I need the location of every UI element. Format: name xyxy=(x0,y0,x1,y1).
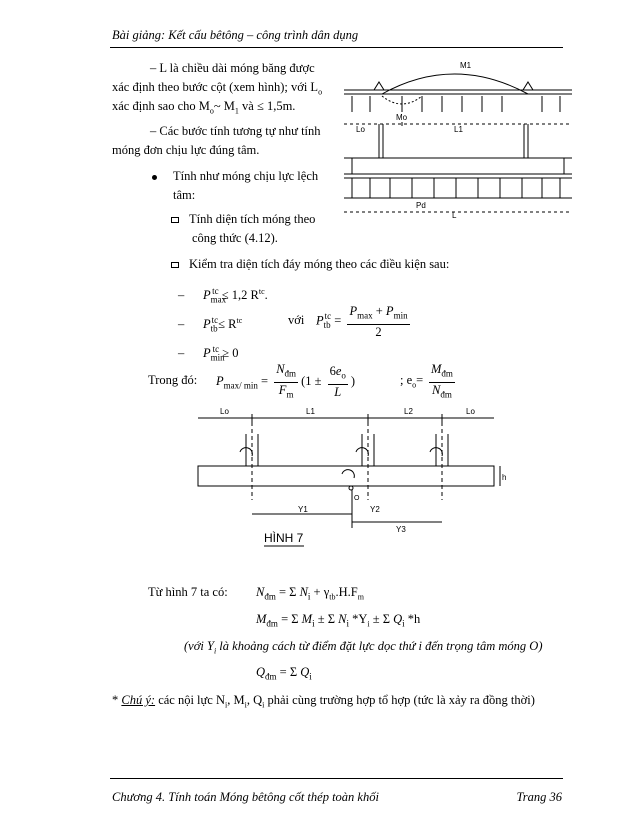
label-lo-left: Lo xyxy=(220,407,229,416)
label-mo: Mo xyxy=(396,113,408,122)
header-rule xyxy=(110,47,563,48)
sub1-line1: Tính diện tích móng theo xyxy=(171,211,315,228)
fromfig-label: Từ hình 7 ta có: xyxy=(148,585,228,599)
condition-3: – $P_{min}^{tc} \ge 0$ xyxy=(178,344,239,363)
footer-chapter: Chương 4. Tính toán Móng bêtông cốt thép toàn khối xyxy=(112,790,379,804)
strip-foundation-figure xyxy=(342,56,574,220)
figure-caption: HÌNH 7 xyxy=(264,531,304,545)
bullet1-line1: Tính như móng chịu lực lệch xyxy=(152,168,318,185)
page-number: Trang 36 xyxy=(516,790,562,804)
condition-2-formula: $P_{tb}^{tc}$ = $\frac{P_{max} + P_{min}}{2}$ xyxy=(316,304,408,339)
qdm-formula: $Q_{đm} = \Sigma$ $Q_i$ xyxy=(256,665,312,682)
note-chuy: * Chú ý: các nội lực $N_i$, $M_i$, $Q_i$ phải cùng trường hợp tổ hợp (tức là xảy ra đồng thời) xyxy=(112,693,535,710)
label-pd: Pd xyxy=(416,201,426,210)
label-lo: Lo xyxy=(356,125,365,134)
para1-line3: xác định sao cho $M_o\sim$ $M_1$ và ≤ 1,5m. xyxy=(112,99,296,116)
ndm-formula: $N_{đm} = \Sigma$ $N_i + \gamma_{tb}.H.F_m$ xyxy=(256,585,364,602)
label-o: O xyxy=(354,495,360,502)
para1-line1: – L là chiều dài móng băng được xyxy=(150,61,315,75)
label-m1: M1 xyxy=(460,61,472,70)
label-h: h xyxy=(502,473,507,482)
label-y2: Y2 xyxy=(370,505,380,514)
label-l: L xyxy=(452,211,457,220)
para2-line2: móng đơn chịu lực đúng tâm. xyxy=(112,143,260,157)
pmax-formula: $P_{max/ min}$ = $\frac{N_{đm}}{F_m}$ (1 ± $\frac{6e_o}{L}$ ) xyxy=(216,362,356,399)
bullet1-line2: tâm: xyxy=(173,188,196,202)
where-label: Trong đó: xyxy=(148,373,198,387)
label-lo-right: Lo xyxy=(466,407,475,416)
label-y3: Y3 xyxy=(396,525,406,534)
label-l2: L2 xyxy=(404,407,413,416)
condition-2-with: với xyxy=(288,313,305,327)
footer-rule xyxy=(110,778,563,779)
bullet-icon xyxy=(152,175,157,180)
label-l1: L1 xyxy=(306,407,315,416)
square-bullet-icon xyxy=(171,217,179,223)
page-header: Bài giảng: Kết cấu bêtông – công trình dân dụng xyxy=(112,28,359,42)
condition-1: – $P_{max}^{tc} \le 1,2$ $R^{tc}$. xyxy=(178,286,268,305)
eo-formula: ; $e_o=$ xyxy=(400,373,424,390)
label-y1: Y1 xyxy=(298,505,308,514)
label-l1: L1 xyxy=(454,125,463,134)
condition-2: – $P_{tb}^{tc}\le R^{tc}$ xyxy=(178,315,243,334)
para2-line1: – Các bước tính tương tự như tính xyxy=(150,124,321,138)
sub1-line2: công thức (4.12). xyxy=(192,231,278,245)
para1-line2: xác định theo bước cột (xem hình); với $L_o$ xyxy=(112,80,323,97)
yi-note: (với $Y_i$ là khoảng cách từ điểm đặt lực dọc thứ i đến trọng tâm móng O) xyxy=(184,639,543,656)
mdm-formula: $M_{đm} = \Sigma$ $M_i \pm \Sigma$ $N_i$ $*Y_i \pm \Sigma$ $Q_i$ *h xyxy=(256,612,421,629)
sub2-line: Kiểm tra diện tích đáy móng theo các điều kiện sau: xyxy=(171,256,449,273)
figure-7 xyxy=(180,404,520,556)
eo-fraction: $\frac{M_{đm}}{N_{đm}}$ xyxy=(431,362,453,399)
square-bullet-icon xyxy=(171,262,179,268)
